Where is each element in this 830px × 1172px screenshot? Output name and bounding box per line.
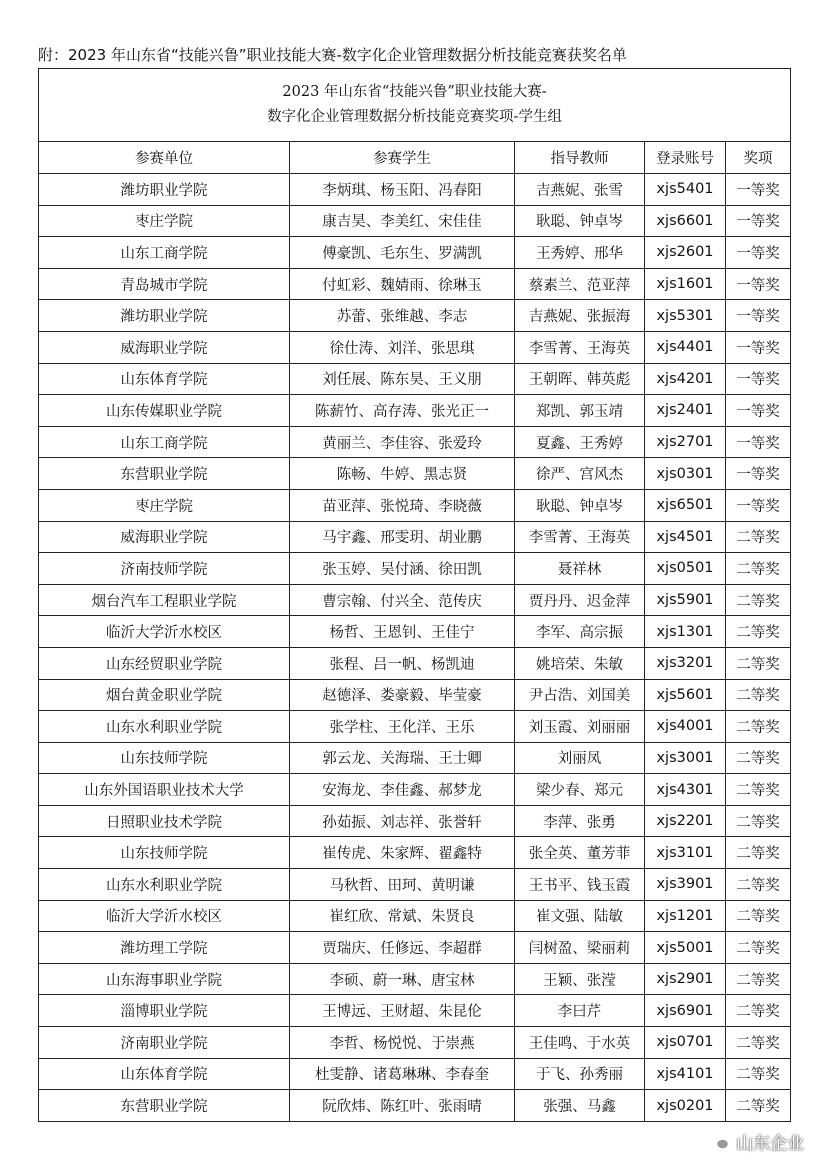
students-cell: 郭云龙、关海瑞、王士卿 (290, 742, 515, 774)
table-row (39, 363, 791, 395)
unit-cell: 山东传媒职业学院 (39, 395, 290, 427)
students-cell: 李哲、杨悦悦、于崇燕 (290, 1027, 515, 1059)
award-cell: 二等奖 (726, 900, 791, 932)
unit-cell: 枣庄学院 (39, 205, 290, 237)
award-cell: 一等奖 (726, 205, 791, 237)
award-cell: 一等奖 (726, 458, 791, 490)
table-row (39, 268, 791, 300)
award-cell: 一等奖 (726, 174, 791, 206)
account-cell: xjs0501 (645, 553, 726, 585)
students-cell: 付虹彩、魏婧雨、徐琳玉 (290, 268, 515, 300)
table-title (39, 69, 791, 142)
teachers-cell: 李军、高宗振 (515, 616, 645, 648)
table-row (39, 742, 791, 774)
students-cell: 傅豪凯、毛东生、罗满凯 (290, 237, 515, 269)
teachers-cell: 闫树盈、梁丽莉 (515, 932, 645, 964)
unit-cell: 青岛城市学院 (39, 268, 290, 300)
students-cell: 刘任展、陈东昊、王义朋 (290, 363, 515, 395)
unit-cell: 济南技师学院 (39, 553, 290, 585)
award-cell: 二等奖 (726, 1058, 791, 1090)
table-row (39, 1090, 791, 1122)
teachers-cell: 崔文强、陆敏 (515, 900, 645, 932)
unit-cell: 山东体育学院 (39, 363, 290, 395)
account-cell: xjs3001 (645, 742, 726, 774)
students-cell: 孙茹振、刘志祥、张誉轩 (290, 805, 515, 837)
teachers-cell: 王颖、张滢 (515, 963, 645, 995)
students-cell: 赵德泽、娄豪毅、毕莹豪 (290, 679, 515, 711)
students-cell: 陈畅、牛婷、黑志贤 (290, 458, 515, 490)
teachers-cell: 刘丽凤 (515, 742, 645, 774)
account-cell: xjs4001 (645, 711, 726, 743)
account-cell: xjs2601 (645, 237, 726, 269)
unit-cell: 临沂大学沂水校区 (39, 616, 290, 648)
students-cell: 崔红欣、常斌、朱贤良 (290, 900, 515, 932)
account-cell: xjs6901 (645, 995, 726, 1027)
award-cell: 一等奖 (726, 331, 791, 363)
award-table (38, 68, 791, 1122)
table-row (39, 174, 791, 206)
students-cell: 康吉昊、李美红、宋佳佳 (290, 205, 515, 237)
table-row (39, 395, 791, 427)
teachers-cell: 耿聪、钟卓岑 (515, 205, 645, 237)
table-row (39, 521, 791, 553)
award-cell: 一等奖 (726, 237, 791, 269)
unit-cell: 枣庄学院 (39, 489, 290, 521)
unit-cell: 威海职业学院 (39, 331, 290, 363)
students-cell: 杜雯静、诸葛琳琳、李春奎 (290, 1058, 515, 1090)
account-cell: xjs4401 (645, 331, 726, 363)
unit-cell: 济南职业学院 (39, 1027, 290, 1059)
unit-cell: 山东工商学院 (39, 426, 290, 458)
unit-cell: 淄博职业学院 (39, 995, 290, 1027)
award-cell: 二等奖 (726, 837, 791, 869)
table-row (39, 711, 791, 743)
award-cell: 一等奖 (726, 489, 791, 521)
table-row (39, 647, 791, 679)
account-cell: xjs0201 (645, 1090, 726, 1122)
table-row (39, 300, 791, 332)
award-cell: 二等奖 (726, 774, 791, 806)
unit-cell: 威海职业学院 (39, 521, 290, 553)
award-cell: 二等奖 (726, 1090, 791, 1122)
teachers-cell: 王佳鸣、于水英 (515, 1027, 645, 1059)
award-cell: 二等奖 (726, 1027, 791, 1059)
teachers-cell: 李曰芹 (515, 995, 645, 1027)
students-cell: 王博远、王财超、朱昆伦 (290, 995, 515, 1027)
students-cell: 张学柱、王化洋、王乐 (290, 711, 515, 743)
unit-cell: 东营职业学院 (39, 458, 290, 490)
award-cell: 二等奖 (726, 869, 791, 901)
unit-cell: 山东经贸职业学院 (39, 647, 290, 679)
teachers-cell: 梁少春、郑元 (515, 774, 645, 806)
header-students: 参赛学生 (290, 142, 515, 174)
table-header-row (39, 142, 791, 174)
wechat-icon (708, 1133, 730, 1151)
account-cell: xjs0701 (645, 1027, 726, 1059)
account-cell: xjs1601 (645, 268, 726, 300)
account-cell: xjs4101 (645, 1058, 726, 1090)
account-cell: xjs2401 (645, 395, 726, 427)
teachers-cell: 李萍、张勇 (515, 805, 645, 837)
award-cell: 一等奖 (726, 426, 791, 458)
unit-cell: 烟台汽车工程职业学院 (39, 584, 290, 616)
students-cell: 张程、吕一帆、杨凯迪 (290, 647, 515, 679)
table-row (39, 616, 791, 648)
page-heading: 附：2023 年山东省“技能兴鲁”职业技能大赛-数字化企业管理数据分析技能竞赛获奖名单 (38, 46, 627, 64)
table-row (39, 1058, 791, 1090)
students-cell: 苏蕾、张维越、李志 (290, 300, 515, 332)
teachers-cell: 王朝晖、韩英彪 (515, 363, 645, 395)
account-cell: xjs5601 (645, 679, 726, 711)
award-cell: 二等奖 (726, 616, 791, 648)
award-cell: 二等奖 (726, 553, 791, 585)
students-cell: 苗亚萍、张悦琦、李晓薇 (290, 489, 515, 521)
teachers-cell: 姚培荣、朱敏 (515, 647, 645, 679)
table-row (39, 932, 791, 964)
teachers-cell: 夏鑫、王秀婷 (515, 426, 645, 458)
unit-cell: 山东水利职业学院 (39, 711, 290, 743)
students-cell: 曹宗翰、付兴全、范传庆 (290, 584, 515, 616)
account-cell: xjs2201 (645, 805, 726, 837)
teachers-cell: 吉燕妮、张雪 (515, 174, 645, 206)
teachers-cell: 王秀婷、邢华 (515, 237, 645, 269)
watermark (708, 1129, 804, 1154)
account-cell: xjs4301 (645, 774, 726, 806)
account-cell: xjs5001 (645, 932, 726, 964)
teachers-cell: 王书平、钱玉霞 (515, 869, 645, 901)
header-award: 奖项 (726, 142, 791, 174)
award-cell: 二等奖 (726, 932, 791, 964)
students-cell: 黄丽兰、李佳容、张爱玲 (290, 426, 515, 458)
account-cell: xjs0301 (645, 458, 726, 490)
unit-cell: 东营职业学院 (39, 1090, 290, 1122)
table-row (39, 553, 791, 585)
watermark-text: 山东企业 (736, 1134, 804, 1154)
unit-cell: 山东技师学院 (39, 837, 290, 869)
account-cell: xjs1301 (645, 616, 726, 648)
account-cell: xjs3201 (645, 647, 726, 679)
unit-cell: 山东海事职业学院 (39, 963, 290, 995)
teachers-cell: 蔡素兰、范亚萍 (515, 268, 645, 300)
table-row (39, 805, 791, 837)
award-cell: 二等奖 (726, 995, 791, 1027)
account-cell: xjs5301 (645, 300, 726, 332)
table-row (39, 869, 791, 901)
award-cell: 二等奖 (726, 805, 791, 837)
unit-cell: 山东外国语职业技术大学 (39, 774, 290, 806)
award-cell: 二等奖 (726, 521, 791, 553)
header-unit: 参赛单位 (39, 142, 290, 174)
students-cell: 阮欣炜、陈红叶、张雨晴 (290, 1090, 515, 1122)
teachers-cell: 吉燕妮、张振海 (515, 300, 645, 332)
award-cell: 一等奖 (726, 268, 791, 300)
students-cell: 陈薪竹、高存涛、张光正一 (290, 395, 515, 427)
teachers-cell: 李雪菁、王海英 (515, 521, 645, 553)
table-row (39, 237, 791, 269)
award-cell: 二等奖 (726, 679, 791, 711)
header-teachers: 指导教师 (515, 142, 645, 174)
award-cell: 二等奖 (726, 742, 791, 774)
table-title-line2: 数字化企业管理数据分析技能竞赛奖项-学生组 (267, 109, 562, 125)
unit-cell: 潍坊职业学院 (39, 300, 290, 332)
teachers-cell: 耿聪、钟卓岑 (515, 489, 645, 521)
students-cell: 李硕、蔚一琳、唐宝林 (290, 963, 515, 995)
students-cell: 杨哲、王恩钊、王佳宁 (290, 616, 515, 648)
teachers-cell: 刘玉霞、刘丽丽 (515, 711, 645, 743)
teachers-cell: 聂祥林 (515, 553, 645, 585)
unit-cell: 潍坊理工学院 (39, 932, 290, 964)
table-row (39, 995, 791, 1027)
students-cell: 张玉婷、吴付涵、徐田凯 (290, 553, 515, 585)
account-cell: xjs5901 (645, 584, 726, 616)
account-cell: xjs6501 (645, 489, 726, 521)
award-cell: 二等奖 (726, 647, 791, 679)
award-cell: 一等奖 (726, 363, 791, 395)
table-row (39, 426, 791, 458)
students-cell: 徐仕涛、刘洋、张思琪 (290, 331, 515, 363)
unit-cell: 山东体育学院 (39, 1058, 290, 1090)
unit-cell: 日照职业技术学院 (39, 805, 290, 837)
teachers-cell: 郑凯、郭玉靖 (515, 395, 645, 427)
teachers-cell: 尹占浩、刘国美 (515, 679, 645, 711)
award-cell: 一等奖 (726, 395, 791, 427)
students-cell: 马秋哲、田珂、黄明谦 (290, 869, 515, 901)
table-row (39, 837, 791, 869)
table-row (39, 584, 791, 616)
account-cell: xjs4201 (645, 363, 726, 395)
unit-cell: 山东技师学院 (39, 742, 290, 774)
students-cell: 贾瑞庆、任修远、李超群 (290, 932, 515, 964)
students-cell: 李炳琪、杨玉阳、冯春阳 (290, 174, 515, 206)
account-cell: xjs2901 (645, 963, 726, 995)
table-title-line1: 2023 年山东省“技能兴鲁”职业技能大赛- (282, 84, 547, 100)
table-title-row (39, 69, 791, 142)
account-cell: xjs1201 (645, 900, 726, 932)
account-cell: xjs4501 (645, 521, 726, 553)
teachers-cell: 张全英、董芳菲 (515, 837, 645, 869)
table-row (39, 205, 791, 237)
unit-cell: 山东工商学院 (39, 237, 290, 269)
header-account: 登录账号 (645, 142, 726, 174)
table-row (39, 331, 791, 363)
award-cell: 二等奖 (726, 711, 791, 743)
unit-cell: 潍坊职业学院 (39, 174, 290, 206)
table-row (39, 489, 791, 521)
table-body (39, 174, 791, 1122)
account-cell: xjs2701 (645, 426, 726, 458)
table-row (39, 774, 791, 806)
unit-cell: 临沂大学沂水校区 (39, 900, 290, 932)
students-cell: 崔传虎、朱家辉、翟鑫特 (290, 837, 515, 869)
account-cell: xjs5401 (645, 174, 726, 206)
unit-cell: 烟台黄金职业学院 (39, 679, 290, 711)
account-cell: xjs3901 (645, 869, 726, 901)
table-row (39, 458, 791, 490)
teachers-cell: 李雪菁、王海英 (515, 331, 645, 363)
students-cell: 安海龙、李佳鑫、郝梦龙 (290, 774, 515, 806)
unit-cell: 山东水利职业学院 (39, 869, 290, 901)
table-row (39, 900, 791, 932)
table-row (39, 1027, 791, 1059)
table-row (39, 679, 791, 711)
account-cell: xjs6601 (645, 205, 726, 237)
award-cell: 一等奖 (726, 300, 791, 332)
award-cell: 二等奖 (726, 584, 791, 616)
table-row (39, 963, 791, 995)
teachers-cell: 于飞、孙秀丽 (515, 1058, 645, 1090)
teachers-cell: 张强、马鑫 (515, 1090, 645, 1122)
award-cell: 二等奖 (726, 963, 791, 995)
teachers-cell: 贾丹丹、迟金萍 (515, 584, 645, 616)
students-cell: 马宇鑫、邢雯玥、胡业鹏 (290, 521, 515, 553)
teachers-cell: 徐严、宫风杰 (515, 458, 645, 490)
account-cell: xjs3101 (645, 837, 726, 869)
